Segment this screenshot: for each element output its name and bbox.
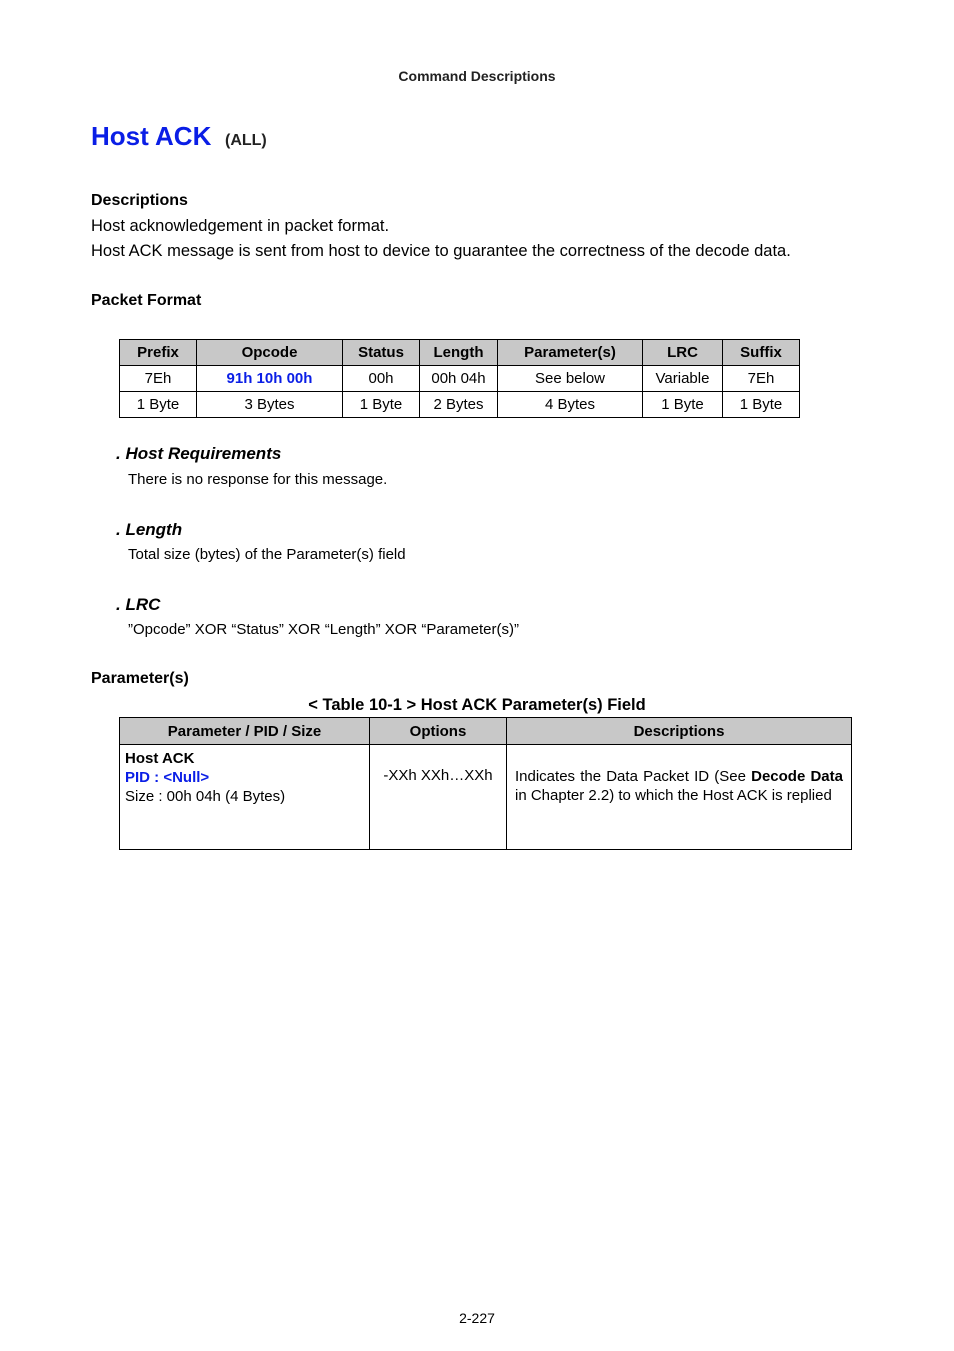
parameters-table (119, 717, 852, 850)
desc-link-decode-data: Decode Data (751, 768, 843, 785)
col-status: Status (343, 340, 420, 366)
value-suffix: 7Eh (723, 366, 800, 392)
page-title: Host ACK (91, 121, 212, 151)
col-prefix: Prefix (120, 340, 197, 366)
col-opcode: Opcode (197, 340, 343, 366)
page-number: 2-227 (459, 1310, 495, 1326)
size-length: 2 Bytes (420, 392, 498, 418)
param-cell (120, 745, 370, 850)
size-status: 1 Byte (343, 392, 420, 418)
packet-value-row (120, 366, 800, 392)
packet-header-row (120, 340, 800, 366)
packet-format-heading: Packet Format (91, 292, 202, 309)
descriptions-line-1: Host acknowledgement in packet format. (91, 217, 390, 235)
lrc-text: ”Opcode” XOR “Status” XOR “Length” XOR “Parameter(s)” (128, 621, 519, 638)
col-param-pid-size: Parameter / PID / Size (120, 718, 370, 745)
host-requirements-heading: . Host Requirements (116, 444, 282, 463)
size-prefix: 1 Byte (120, 392, 197, 418)
lrc-heading: . LRC (116, 595, 161, 614)
col-lrc: LRC (643, 340, 723, 366)
value-opcode: 91h 10h 00h (197, 366, 343, 392)
params-row (120, 745, 852, 850)
params-header-row (120, 718, 852, 745)
title-scope: (ALL) (225, 132, 267, 149)
table-caption: < Table 10-1 > Host ACK Parameter(s) Field (308, 696, 646, 714)
parameters-heading: Parameter(s) (91, 670, 189, 687)
size-suffix: 1 Byte (723, 392, 800, 418)
packet-size-row (120, 392, 800, 418)
param-options: -XXh XXh…XXh (370, 745, 507, 850)
col-options: Options (370, 718, 507, 745)
col-descriptions: Descriptions (507, 718, 852, 745)
col-length: Length (420, 340, 498, 366)
size-opcode: 3 Bytes (197, 392, 343, 418)
desc-pre: Indicates the Data Packet ID (See (515, 768, 752, 785)
value-status: 00h (343, 366, 420, 392)
host-requirements-text: There is no response for this message. (128, 471, 388, 488)
length-heading: . Length (116, 520, 183, 539)
value-lrc: Variable (643, 366, 723, 392)
packet-format-table (119, 339, 800, 418)
param-description (507, 745, 852, 850)
descriptions-line-2: Host ACK message is sent from host to device to guarantee the correctness of the decode data. (91, 242, 791, 260)
param-pid: PID : <Null> (125, 769, 210, 786)
value-parameters: See below (498, 366, 643, 392)
col-suffix: Suffix (723, 340, 800, 366)
size-lrc: 1 Byte (643, 392, 723, 418)
length-text: Total size (bytes) of the Parameter(s) field (128, 546, 406, 563)
desc-post: in Chapter 2.2) to which the Host ACK is replied (515, 787, 832, 804)
value-length: 00h 04h (420, 366, 498, 392)
param-name: Host ACK (125, 750, 195, 767)
param-size: Size : 00h 04h (4 Bytes) (125, 788, 286, 805)
col-parameters: Parameter(s) (498, 340, 643, 366)
descriptions-heading: Descriptions (91, 192, 188, 209)
page-header: Command Descriptions (398, 68, 556, 84)
value-prefix: 7Eh (120, 366, 197, 392)
size-parameters: 4 Bytes (498, 392, 643, 418)
